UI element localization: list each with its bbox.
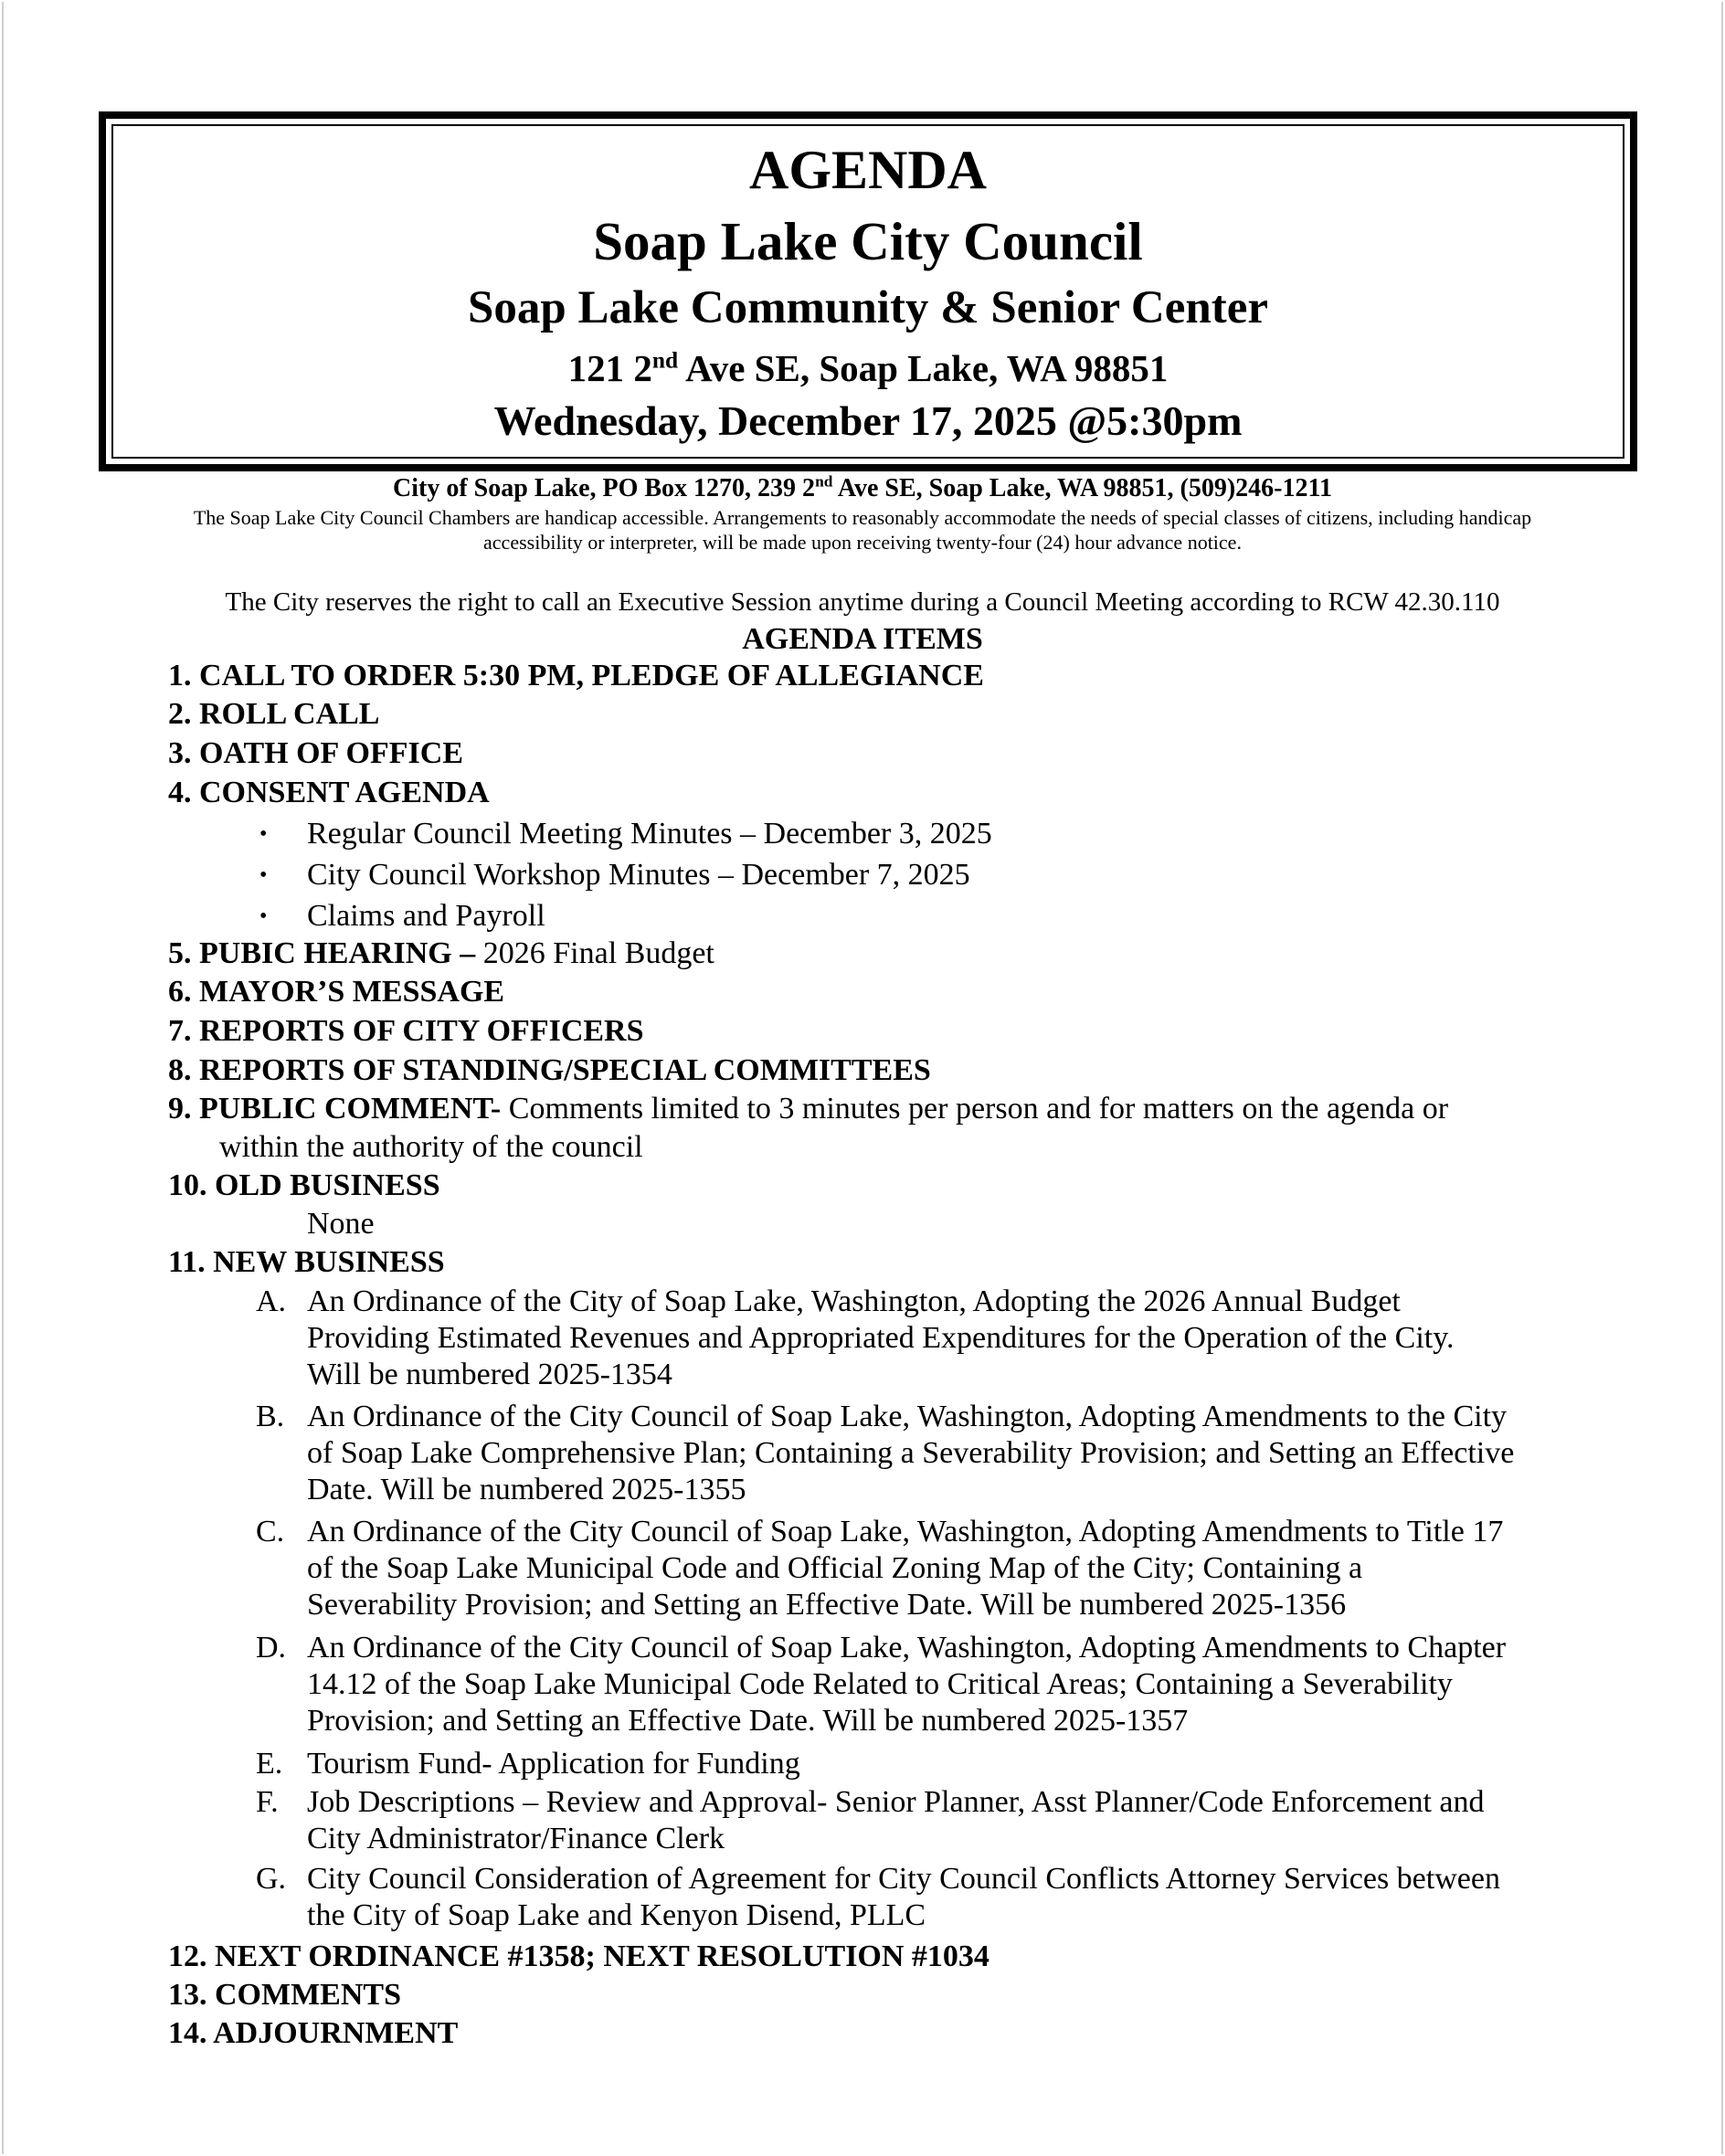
venue-address: 121 2nd Ave SE, Soap Lake, WA 98851 — [567, 347, 1169, 389]
agenda-item-3: 3. OATH OF OFFICE — [168, 736, 463, 770]
agenda-item-9-continued: within the authority of the council — [219, 1130, 643, 1164]
venue-name: Soap Lake Community & Senior Center — [468, 282, 1268, 333]
agenda-item-12: 12. NEXT ORDINANCE #1358; NEXT RESOLUTION #1034 — [168, 1939, 989, 1973]
agenda-item-5: 5. PUBIC HEARING – 2026 Final Budget — [168, 936, 714, 970]
header-inner-frame — [111, 124, 1624, 459]
council-name: Soap Lake City Council — [593, 211, 1143, 271]
agenda-item-2: 2. ROLL CALL — [168, 697, 380, 731]
executive-session-notice: The City reserves the right to call an Executive Session anytime during a Council Meeting according to RCW 42.30.110 — [225, 587, 1500, 617]
agenda-item-8: 8. REPORTS OF STANDING/SPECIAL COMMITTEES — [168, 1053, 931, 1087]
agenda-item-10: 10. OLD BUSINESS — [168, 1168, 440, 1202]
bullet-icon: • — [259, 863, 268, 887]
agenda-item-7: 7. REPORTS OF CITY OFFICERS — [168, 1014, 644, 1048]
city-contact-line: City of Soap Lake, PO Box 1270, 239 2nd Ave SE, Soap Lake, WA 98851, (509)246-1211 — [393, 472, 1332, 502]
agenda-item-11: 11. NEW BUSINESS — [168, 1245, 445, 1279]
agenda-item-9: 9. PUBLIC COMMENT- Comments limited to 3 minutes per person and for matters on the agenda or — [168, 1092, 1449, 1126]
agenda-item-6: 6. MAYOR’S MESSAGE — [168, 975, 505, 1009]
agenda-item-4: 4. CONSENT AGENDA — [168, 776, 490, 809]
accessibility-notice: The Soap Lake City Council Chambers are handicap accessible. Arrangements to reasonably accommodate the needs of special classes of citizens, including handicap accessibility or interpreter, will be made upon receiving twenty-four (24) hour advance notice. — [193, 506, 1532, 554]
agenda-title: AGENDA — [748, 140, 987, 200]
bullet-icon: • — [259, 904, 268, 928]
agenda-items-heading: AGENDA ITEMS — [742, 622, 983, 656]
meeting-datetime: Wednesday, December 17, 2025 @5:30pm — [493, 397, 1243, 444]
old-business-none: None — [307, 1207, 375, 1241]
agenda-item-13: 13. COMMENTS — [168, 1978, 401, 2012]
header-box — [99, 111, 1637, 471]
agenda-item-1: 1. CALL TO ORDER 5:30 PM, PLEDGE OF ALLEGIANCE — [168, 659, 984, 692]
agenda-item-14: 14. ADJOURNMENT — [168, 2016, 459, 2050]
bullet-icon: • — [259, 822, 268, 846]
